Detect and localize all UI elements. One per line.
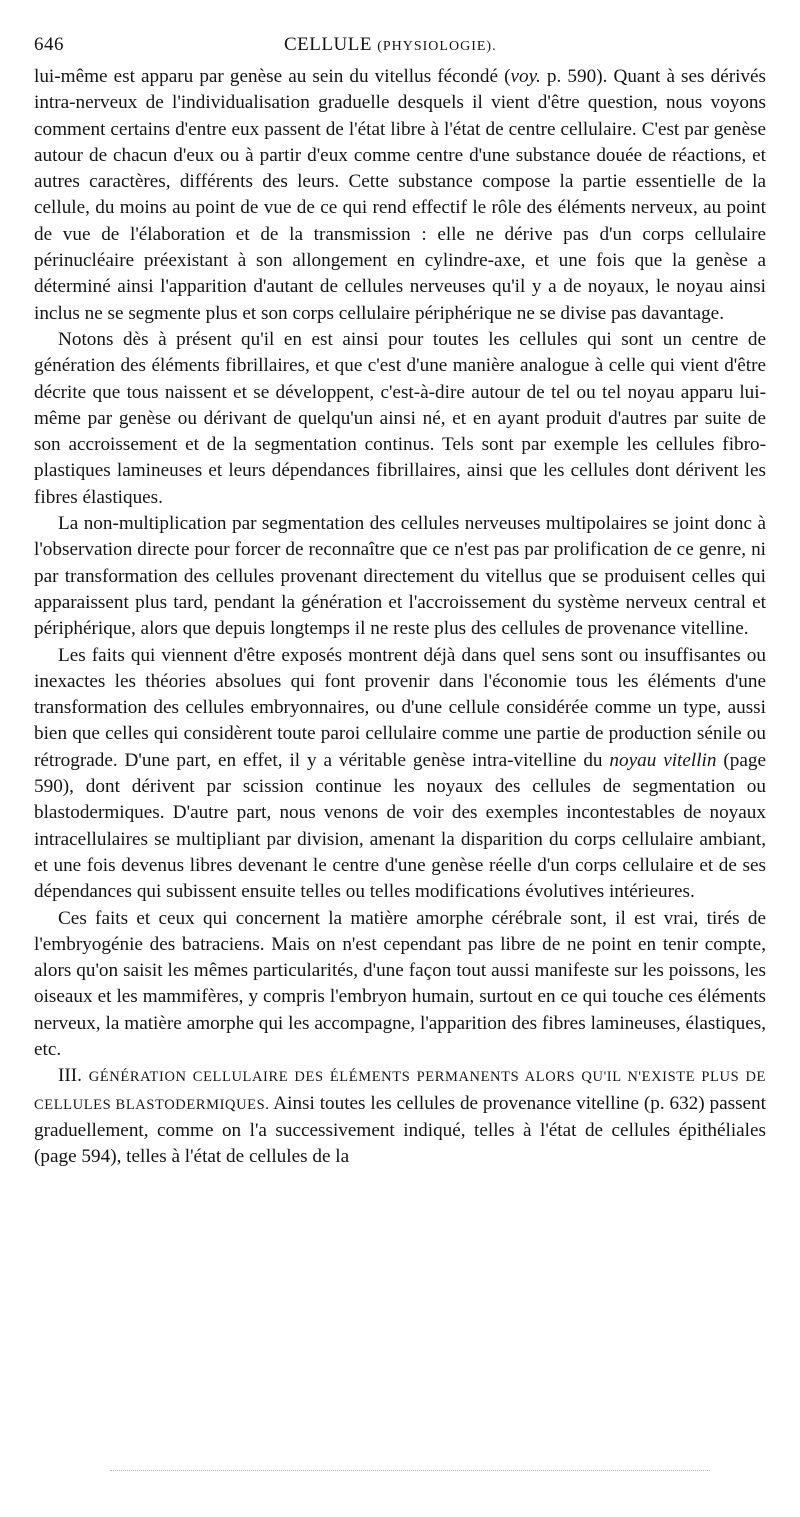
running-title-subtitle: (PHYSIOLOGIE). <box>377 39 497 54</box>
running-header <box>34 30 766 64</box>
paragraph-text: lui-même est apparu par genèse au sein du vitellus fécondé ( <box>34 66 511 87</box>
paragraph-text: Les faits qui viennent d'être exposés montrent déjà dans quel sens sont ou insuffisantes ou inexactes les théories absolues qui font provenir dans l'économie tous les éléments d'une transformation des cellules embryonnaires, ou d'une cellule considérée comme un type, aussi bien que celles qui considèrent toute paroi cellulaire comme une partie de production sénile ou rétrograde. D'une part, en effet, il y a véritable genèse intra-vitelline du <box>34 644 766 771</box>
document-page <box>34 30 766 1170</box>
section-heading-text: GÉNÉRATION CELLULAIRE DES ÉLÉMENTS PERMANENTS ALORS QU'IL N'EXISTE PLUS DE CELLULES BLASTODERMIQUES. <box>34 1069 766 1113</box>
body-paragraph <box>34 1063 766 1170</box>
body-paragraph <box>34 906 766 1064</box>
page-number: 646 <box>34 34 64 55</box>
paragraph-text: La non-multiplication par segmentation des cellules nerveuses multipolaires se joint donc à l'observation directe pour forcer de reconnaître que ce n'est pas par prolification de ce genre, ni par transformation des cellules provenant directement du vitellus que se produisent celles qui apparaissent plus tard, pendant la génération et l'accroissement du système nerveux central et périphérique, alors que depuis longtemps il ne reste plus des cellules de provenance vitelline. <box>34 513 766 640</box>
paragraph-text: Ces faits et ceux qui concernent la matière amorphe cérébrale sont, il est vrai, tirés de l'embryogénie des batraciens. Mais on n'est cependant pas libre de ne point en tenir compte, alors qu'on saisit les mêmes particularités, d'une façon tout aussi manifeste sur les poissons, les oiseaux et les mammifères, y compris l'embryon humain, surtout en ce qui touche ces éléments nerveux, la matière amorphe qui les accompagne, l'apparition des fibres lamineuses, élastiques, etc. <box>34 907 766 1060</box>
running-title <box>284 34 497 56</box>
paragraph-text: Ainsi toutes les cellules de provenance vitelline (p. 632) passent graduellement, comme on l'a successivement indiqué, telles à l'état de cellules épithéliales (page 594), telles à l'état de cellules de la <box>34 1092 766 1168</box>
footer-divider <box>110 1470 710 1471</box>
running-title-main: CELLULE <box>284 34 372 55</box>
body-paragraph <box>34 64 766 327</box>
paragraph-text: (page 590), dont dérivent par scission continue les noyaux des cellules de segmentation ou blastodermiques. D'autre part, nous venons de voir des exemples incontestables de noyaux intracellulaires se multipliant par division, amenant la disparition du corps cellulaire ambiant, et une fois devenus libres devenant le centre d'une genèse réelle d'un corps cellulaire et de ses dépendances qui subissent ensuite telles ou telles modifications évolutives intérieures. <box>34 749 766 903</box>
body-paragraph <box>34 643 766 906</box>
italic-text: noyau vitellin <box>609 749 717 771</box>
body-paragraph <box>34 511 766 642</box>
body-text <box>34 64 766 1170</box>
paragraph-text: Notons dès à présent qu'il en est ainsi pour toutes les cellules qui sont un centre de génération des éléments fibrillaires, et que c'est d'une manière analogue à celle qui vient d'être décrite que tous naissent et se développent, c'est-à-dire autour de tel ou tel noyau apparu lui-même par genèse ou dérivant de quelqu'un ainsi né, et en ayant produit d'autres par suite de son accroissement et de la segmentation continus. Tels sont par exemple les cellules fibro-plastiques lamineuses et leurs dépendances fibrillaires, ainsi que les cellules dont dérivent les fibres élastiques. <box>34 328 766 508</box>
paragraph-text: p. 590). Quant à ses dérivés intra-nerveux de l'individualisation graduelle desquels il vient d'être question, nous voyons comment certains d'entre eux passent de l'état libre à l'état de centre cellulaire. C'est par genèse autour de chacun d'eux ou à partir d'eux comme centre d'une substance douée de réactions, et autres caractères, différents des leurs. Cette substance compose la partie essentielle de la cellule, du moins au point de vue de ce qui rend effectif le rôle des éléments nerveux, au point de vue de l'élaboration et de la transmission : elle ne dérive pas d'un corps cellulaire périnucléaire préexistant à son allongement en cylindre-axe, et une fois que la genèse a déterminé ainsi l'apparition d'autant de cellules nerveuses qu'il y a de noyaux, le noyau ainsi inclus ne se segmente plus et son corps cellulaire périphérique ne se divise pas davantage. <box>34 66 767 324</box>
section-number: III. <box>58 1065 89 1087</box>
italic-text: voy. <box>510 66 541 87</box>
body-paragraph <box>34 327 766 511</box>
